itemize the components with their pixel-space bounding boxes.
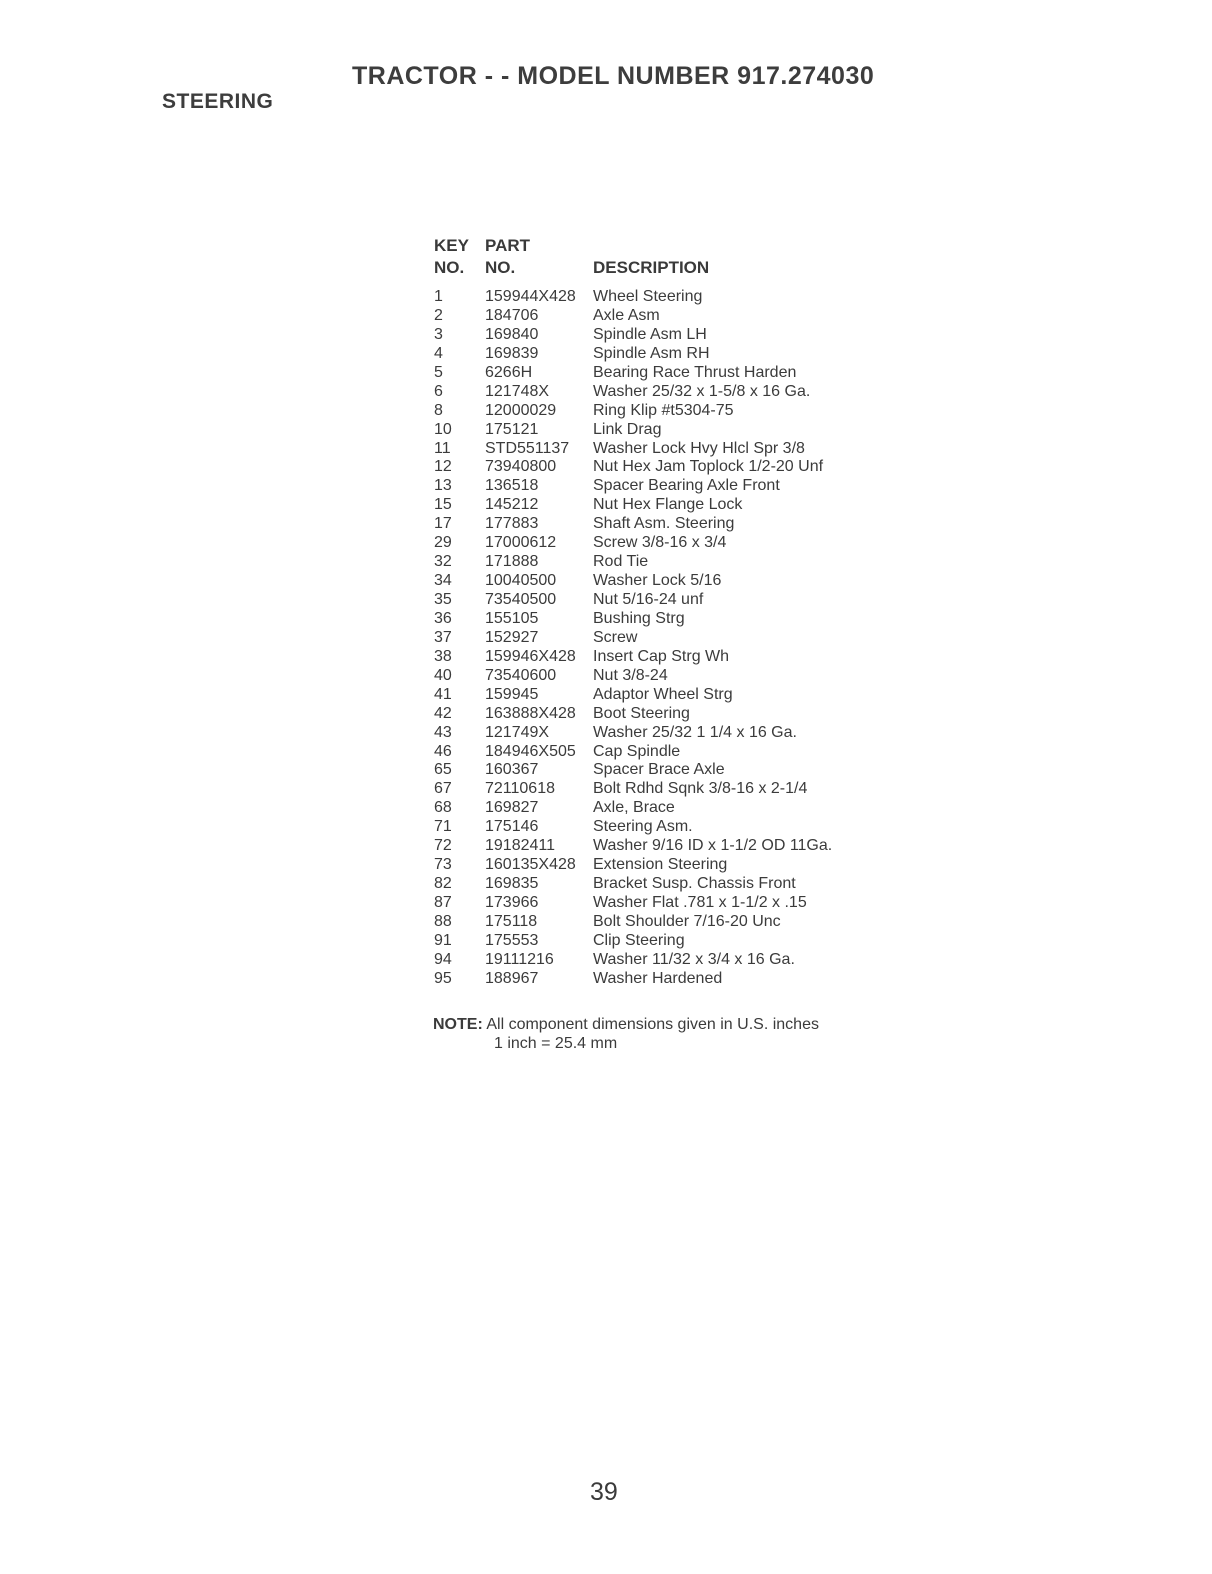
row-part-no: 169827 bbox=[485, 799, 539, 817]
row-description: Clip Steering bbox=[593, 931, 685, 949]
row-part-no: 73940800 bbox=[485, 458, 557, 476]
row-key-no: 36 bbox=[434, 609, 452, 627]
row-key-no: 3 bbox=[434, 325, 443, 343]
row-key-no: 73 bbox=[434, 856, 452, 874]
row-description: Steering Asm. bbox=[593, 818, 693, 836]
row-part-no: 121749X bbox=[485, 723, 550, 741]
row-key-no: 12 bbox=[434, 458, 452, 476]
row-description: Boot Steering bbox=[593, 704, 690, 722]
row-description: Axle, Brace bbox=[593, 799, 675, 817]
header-description: DESCRIPTION bbox=[593, 258, 710, 277]
header-key: KEY bbox=[434, 236, 469, 255]
row-key-no: 67 bbox=[434, 780, 452, 798]
row-description: Washer Flat .781 x 1-1/2 x .15 bbox=[593, 894, 807, 911]
row-description: Cap Spindle bbox=[593, 742, 681, 760]
header-part-no: NO. bbox=[485, 258, 516, 277]
row-key-no: 11 bbox=[434, 439, 451, 457]
row-description: Nut 3/8-24 bbox=[593, 666, 668, 684]
row-description: Washer 9/16 ID x 1-1/2 OD 11Ga. bbox=[593, 837, 833, 855]
page-title: TRACTOR - - MODEL NUMBER 917.274030 bbox=[352, 62, 875, 90]
row-description: Ring Klip #t5304-75 bbox=[593, 401, 734, 419]
note-label: NOTE: bbox=[433, 1016, 483, 1033]
row-part-no: 6266H bbox=[485, 363, 533, 381]
row-description: Wheel Steering bbox=[593, 288, 703, 305]
row-description: Screw bbox=[593, 628, 638, 646]
row-key-no: 29 bbox=[434, 534, 452, 552]
row-description: Bolt Shoulder 7/16-20 Unc bbox=[593, 912, 781, 930]
row-part-no: 184706 bbox=[485, 306, 539, 324]
row-description: Extension Steering bbox=[593, 856, 728, 874]
row-part-no: 188967 bbox=[485, 969, 539, 987]
row-part-no: 184946X505 bbox=[485, 742, 576, 760]
row-part-no: 159946X428 bbox=[485, 647, 576, 665]
row-description: Bushing Strg bbox=[593, 609, 685, 627]
row-description: Washer 25/32 1 1/4 x 16 Ga. bbox=[593, 723, 797, 741]
row-key-no: 13 bbox=[434, 477, 452, 495]
row-key-no: 5 bbox=[434, 363, 443, 381]
row-part-no: 171888 bbox=[485, 553, 539, 571]
row-key-no: 1 bbox=[434, 288, 443, 305]
row-part-no: 73540600 bbox=[485, 666, 557, 684]
row-description: Washer Lock 5/16 bbox=[593, 572, 722, 590]
row-description: Spindle Asm RH bbox=[593, 344, 710, 362]
row-description: Washer 11/32 x 3/4 x 16 Ga. bbox=[593, 950, 795, 968]
row-description: Washer 25/32 x 1-5/8 x 16 Ga. bbox=[593, 382, 811, 400]
row-key-no: 65 bbox=[434, 761, 452, 779]
note-text: All component dimensions given in U.S. inches bbox=[486, 1016, 819, 1033]
page-number: 39 bbox=[590, 1478, 618, 1506]
row-key-no: 68 bbox=[434, 799, 452, 817]
row-description: Screw 3/8-16 x 3/4 bbox=[593, 534, 727, 552]
section-title: STEERING bbox=[162, 90, 274, 113]
row-part-no: 159945 bbox=[485, 685, 539, 703]
row-description: Insert Cap Strg Wh bbox=[593, 647, 730, 665]
row-description: Bearing Race Thrust Harden bbox=[593, 363, 797, 381]
row-description: Washer Lock Hvy Hlcl Spr 3/8 bbox=[593, 439, 805, 457]
header-part: PART bbox=[485, 236, 531, 255]
row-key-no: 15 bbox=[434, 496, 452, 514]
row-part-no: 12000029 bbox=[485, 401, 557, 419]
row-description: Washer Hardened bbox=[593, 969, 723, 987]
row-part-no: 175121 bbox=[485, 420, 539, 438]
row-key-no: 82 bbox=[434, 875, 452, 893]
row-key-no: 10 bbox=[434, 420, 452, 438]
row-key-no: 88 bbox=[434, 912, 452, 930]
row-key-no: 71 bbox=[434, 818, 452, 836]
row-key-no: 8 bbox=[434, 401, 443, 419]
row-description: Rod Tie bbox=[593, 553, 649, 571]
row-description: Axle Asm bbox=[593, 306, 660, 324]
row-part-no: 175118 bbox=[485, 912, 538, 930]
row-part-no: 19182411 bbox=[485, 837, 555, 855]
note-line-2: 1 inch = 25.4 mm bbox=[494, 1035, 618, 1052]
row-description: Shaft Asm. Steering bbox=[593, 515, 735, 533]
row-part-no: 10040500 bbox=[485, 572, 557, 590]
note bbox=[433, 1015, 819, 1053]
row-part-no: 72110618 bbox=[485, 780, 555, 798]
row-part-no: STD551137 bbox=[485, 439, 570, 457]
row-key-no: 87 bbox=[434, 894, 452, 911]
row-description: Spindle Asm LH bbox=[593, 325, 707, 343]
row-key-no: 17 bbox=[434, 515, 452, 533]
row-part-no: 175146 bbox=[485, 818, 539, 836]
row-part-no: 163888X428 bbox=[485, 704, 576, 722]
row-description: Nut 5/16-24 unf bbox=[593, 591, 704, 608]
row-part-no: 121748X bbox=[485, 382, 550, 400]
row-key-no: 95 bbox=[434, 969, 452, 987]
row-key-no: 2 bbox=[434, 306, 443, 324]
row-key-no: 6 bbox=[434, 382, 443, 400]
row-key-no: 38 bbox=[434, 647, 452, 665]
row-part-no: 173966 bbox=[485, 894, 539, 911]
row-key-no: 72 bbox=[434, 837, 452, 855]
row-part-no: 169840 bbox=[485, 325, 539, 343]
row-key-no: 34 bbox=[434, 572, 452, 590]
row-part-no: 177883 bbox=[485, 515, 539, 533]
row-key-no: 42 bbox=[434, 704, 452, 722]
row-description: Bolt Rdhd Sqnk 3/8-16 x 2-1/4 bbox=[593, 780, 808, 798]
row-part-no: 160135X428 bbox=[485, 856, 576, 874]
row-description: Bracket Susp. Chassis Front bbox=[593, 875, 796, 893]
row-description: Spacer Brace Axle bbox=[593, 761, 725, 779]
row-description: Nut Hex Flange Lock bbox=[593, 496, 743, 514]
row-key-no: 43 bbox=[434, 723, 452, 741]
header-key-no: NO. bbox=[434, 258, 465, 277]
row-key-no: 35 bbox=[434, 591, 452, 608]
row-key-no: 46 bbox=[434, 742, 452, 760]
row-key-no: 4 bbox=[434, 344, 443, 362]
row-part-no: 155105 bbox=[485, 609, 539, 627]
row-part-no: 169835 bbox=[485, 875, 539, 893]
row-key-no: 41 bbox=[434, 685, 452, 703]
row-part-no: 175553 bbox=[485, 931, 539, 949]
row-part-no: 145212 bbox=[485, 496, 539, 514]
row-key-no: 37 bbox=[434, 628, 452, 646]
row-description: Adaptor Wheel Strg bbox=[593, 685, 733, 703]
row-part-no: 17000612 bbox=[485, 534, 557, 552]
row-key-no: 91 bbox=[434, 931, 452, 949]
row-part-no: 169839 bbox=[485, 344, 539, 362]
row-description: Spacer Bearing Axle Front bbox=[593, 477, 780, 495]
row-description: Nut Hex Jam Toplock 1/2-20 Unf bbox=[593, 458, 824, 476]
row-part-no: 136518 bbox=[485, 477, 539, 495]
row-part-no: 159944X428 bbox=[485, 288, 576, 305]
row-part-no: 73540500 bbox=[485, 591, 557, 608]
row-key-no: 32 bbox=[434, 553, 452, 571]
row-part-no: 19111216 bbox=[485, 950, 554, 968]
row-description: Link Drag bbox=[593, 420, 662, 438]
note-line-1 bbox=[433, 1015, 819, 1034]
row-key-no: 40 bbox=[434, 666, 452, 684]
row-part-no: 160367 bbox=[485, 761, 539, 779]
row-key-no: 94 bbox=[434, 950, 452, 968]
row-part-no: 152927 bbox=[485, 628, 539, 646]
